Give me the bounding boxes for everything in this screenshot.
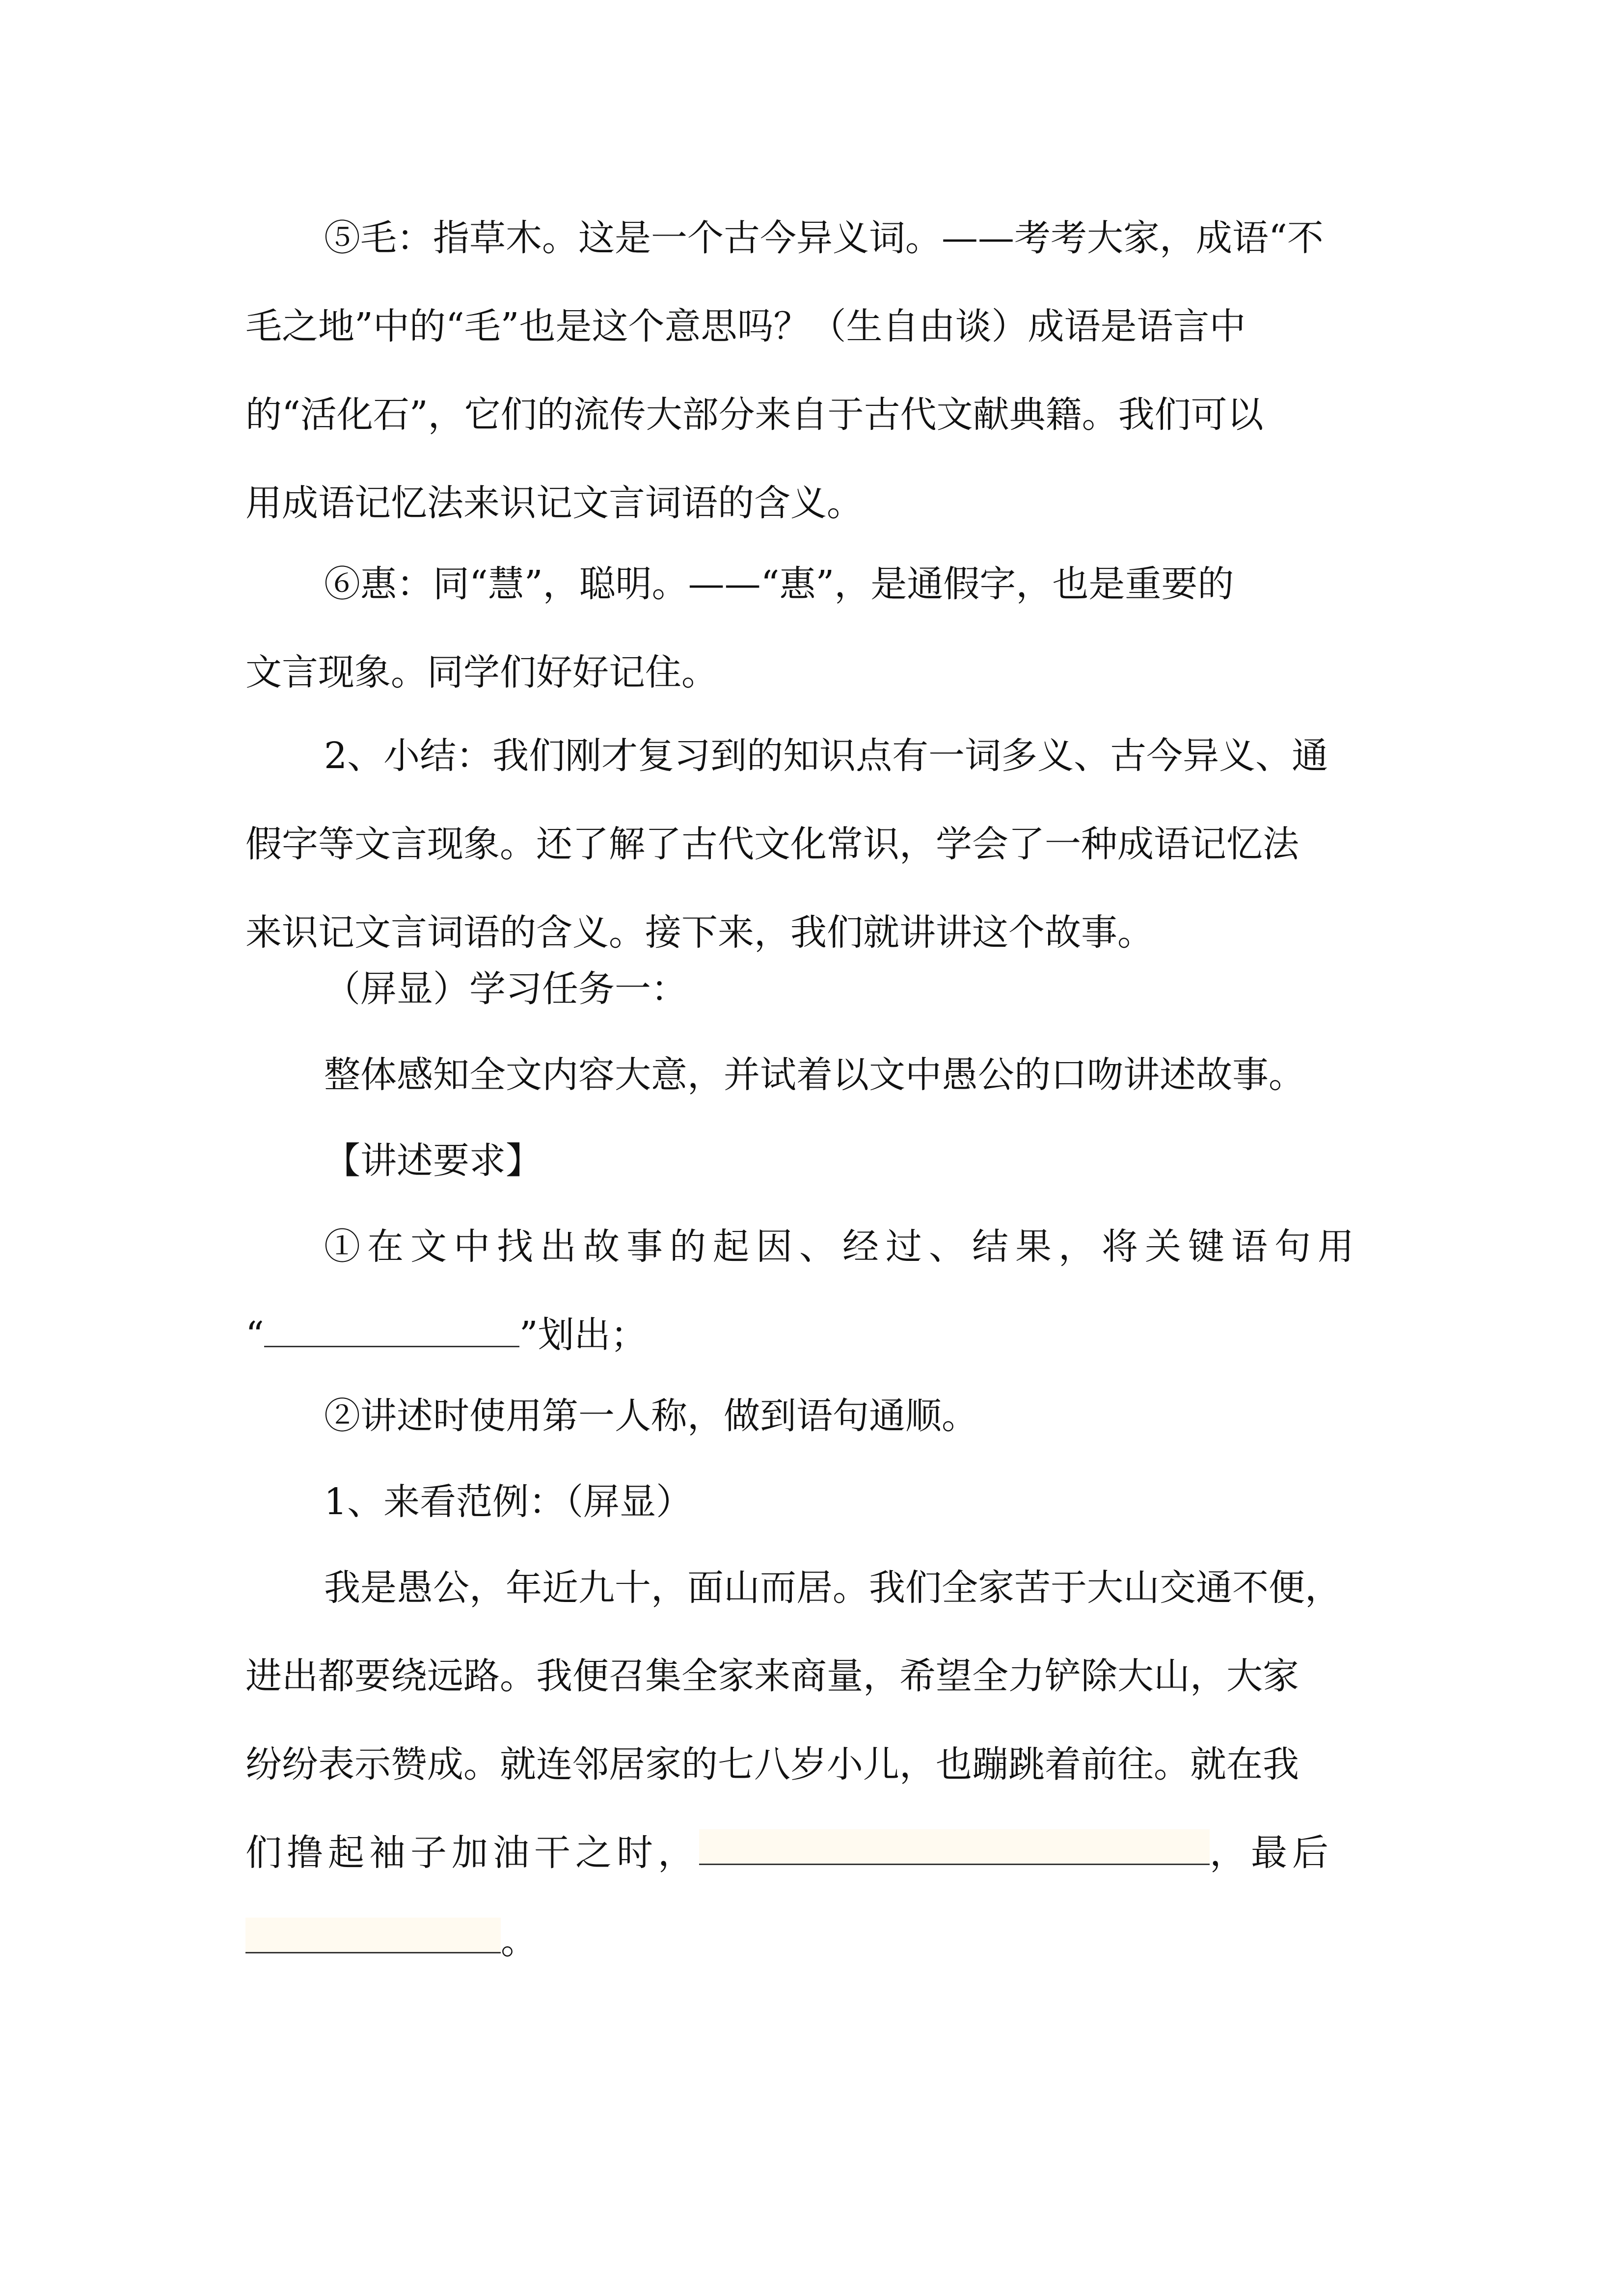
line-end-text: 。 <box>501 1920 537 1962</box>
task-heading <box>245 945 1468 1033</box>
text-line: ①在文中找出故事的起因、经过、结果，将关键语句用 <box>324 1226 1361 1268</box>
line-start-text: 们撸起袖子加油干之时， <box>245 1832 699 1874</box>
example-heading <box>245 1458 1468 1546</box>
text-line: ⑤毛：指草木。这是一个古今异义词。——考考大家，成语“不 <box>324 217 1324 259</box>
paragraph-hui <box>245 540 1468 717</box>
text-line: ⑥惠：同“慧”，聪明。——“惠”，是通假字，也是重要的 <box>324 563 1234 605</box>
text-line: 2、小结：我们刚才复习到的知识点有一词多义、古今异义、通 <box>324 735 1328 777</box>
text-line-with-blank <box>245 1809 1468 1897</box>
text-line: 纷纷表示赞成。就连邻居家的七八岁小儿，也蹦跳着前往。就在我 <box>245 1743 1299 1786</box>
underline-blank[interactable] <box>264 1311 519 1347</box>
text-line: 【讲述要求】 <box>324 1140 542 1182</box>
open-quote: “ <box>245 1314 264 1356</box>
task-description <box>245 1031 1468 1119</box>
text-line: 的“活化石”，它们的流传大部分来自于古代文献典籍。我们可以 <box>245 394 1264 436</box>
requirements-heading <box>245 1117 1468 1205</box>
text-line: 用成语记忆法来识记文言词语的含义。 <box>245 482 863 524</box>
text-line-with-blank <box>245 1897 1468 1985</box>
text-line: 1、来看范例：（屏显） <box>324 1481 693 1523</box>
text-line: 文言现象。同学们好好记住。 <box>245 651 718 694</box>
text-line-with-blank <box>245 1291 1468 1379</box>
line-mid-text: ，最后 <box>1210 1832 1333 1874</box>
text-line: 整体感知全文内容大意，并试着以文中愚公的口吻讲述故事。 <box>324 1054 1305 1096</box>
text-line: 我是愚公，年近九十，面山而居。我们全家苦于大山交通不便， <box>324 1567 1341 1609</box>
example-story <box>245 1544 1468 1985</box>
paragraph-summary <box>245 712 1468 977</box>
text-line: 进出都要绕远路。我便召集全家来商量，希望全力铲除大山，大家 <box>245 1655 1299 1697</box>
text-line: 来识记文言词语的含义。接下来，我们就讲讲这个故事。 <box>245 911 1154 954</box>
text-line: （屏显）学习任务一： <box>324 968 687 1010</box>
close-quote-text: ”划出； <box>519 1314 647 1356</box>
text-line: ②讲述时使用第一人称，做到语句通顺。 <box>324 1395 978 1437</box>
underline-blank[interactable] <box>699 1829 1210 1865</box>
text-line: 毛之地”中的“毛”也是这个意思吗？（生自由谈）成语是语言中 <box>245 305 1246 347</box>
underline-blank[interactable] <box>245 1918 501 1953</box>
paragraph-mao <box>245 194 1468 547</box>
requirement-1 <box>245 1202 1468 1379</box>
text-line: 假字等文言现象。还了解了古代文化常识，学会了一种成语记忆法 <box>245 823 1299 865</box>
requirement-2 <box>245 1372 1468 1460</box>
